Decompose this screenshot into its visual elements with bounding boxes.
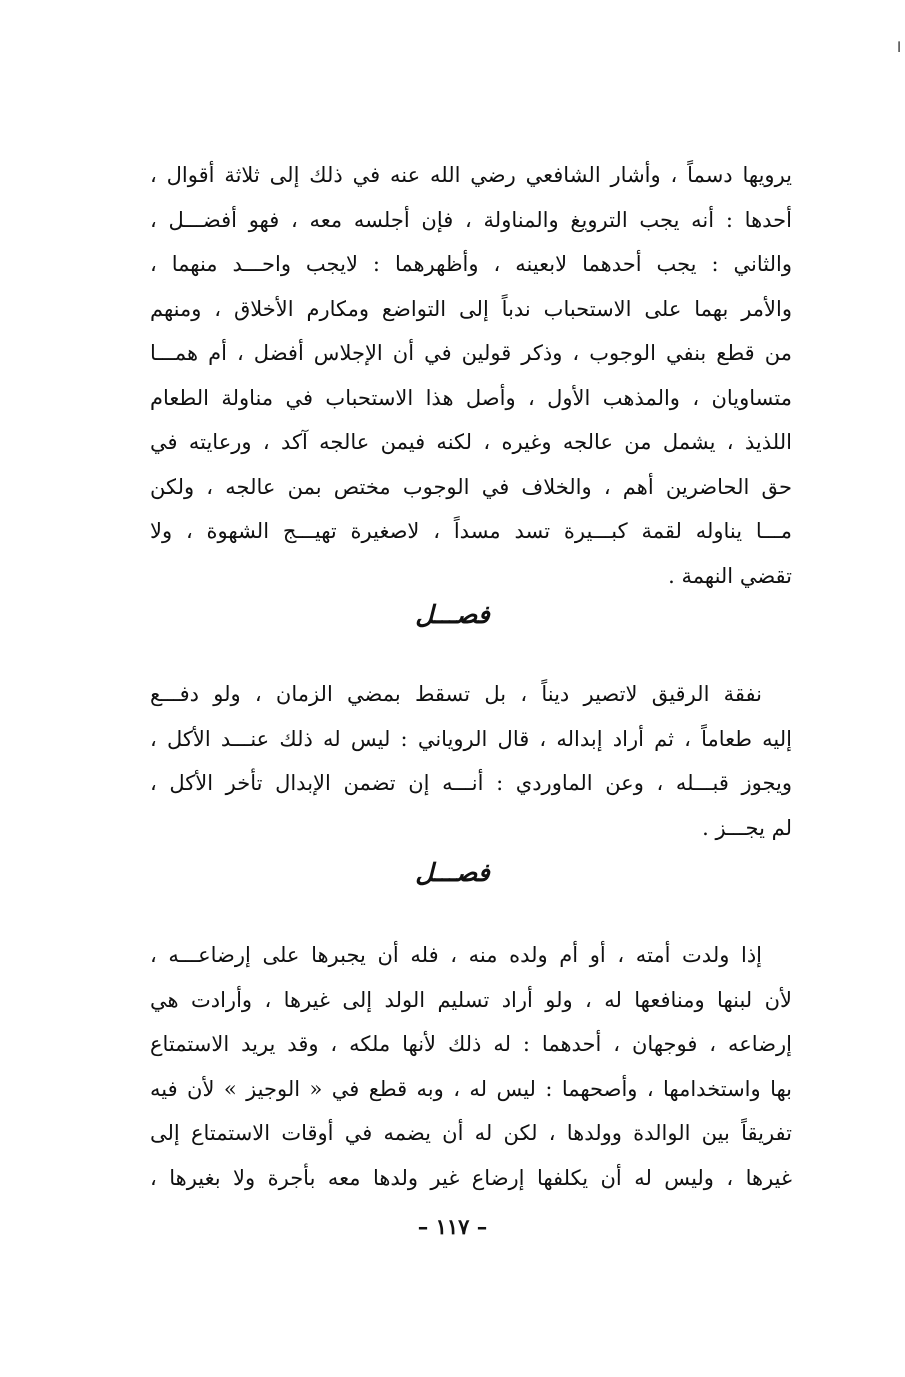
text-line: مـــا يناوله لقمة كبـــيرة تسد مسداً ، لاصغيرة تهيـــج الشهوة ، ولا (150, 519, 792, 543)
text-line: لم يجـــز . (702, 815, 792, 840)
text-line: أحدها : أنه يجب الترويغ والمناولة ، فإن أجلسه معه ، فهو أفضـــل ، (150, 207, 792, 232)
paragraph-3 (150, 933, 792, 1200)
text-line: إرضاعه ، فوجهان ، أحدهما : له ذلك لأنها ملكه ، وقد يريد الاستمتاع (150, 1032, 792, 1056)
text-line: ويجوز قبـــله ، وعن الماوردي : أنـــه إن تضمن الإبدال تأخر الأكل ، (150, 771, 792, 795)
paragraph-2 (150, 672, 792, 850)
text-line: والأمر بهما على الاستحباب ندباً إلى التواضع ومكارم الأخلاق ، ومنهم (150, 296, 792, 321)
text-line: نفقة الرقيق لاتصير ديناً ، بل تسقط بمضي الزمان ، ولو دفـــع (150, 682, 762, 706)
page-number: – ١١٧ – (417, 1214, 488, 1239)
margin-mark: ا (897, 40, 901, 56)
text-line: من قطع بنفي الوجوب ، وذكر قولين في أن الإجلاس أفضل ، أم همـــا (150, 341, 792, 365)
text-line: يرويها دسماً ، وأشار الشافعي رضي الله عنه في ذلك إلى ثلاثة أقوال ، (150, 163, 792, 187)
text-line: غيرها ، وليس له أن يكلفها إرضاع غير ولدها معه بأجرة ولا بغيرها ، (150, 1165, 792, 1190)
text-line: بها واستخدامها ، وأصحهما : ليس له ، وبه قطع في « الوجيز » لأن فيه (150, 1076, 792, 1101)
section-heading: فصـــل (415, 858, 490, 887)
paragraph-1 (150, 153, 792, 598)
text-line: لأن لبنها ومنافعها له ، ولو أراد تسليم الولد إلى غيرها ، وأرادت هي (150, 987, 792, 1012)
text-line: حق الحاضرين أهم ، والخلاف في الوجوب مختص بمن عالجه ، ولكن (150, 474, 792, 499)
section-heading: فصـــل (415, 600, 490, 629)
text-line: والثاني : يجب أحدهما لابعينه ، وأظهرهما : لايجب واحـــد منهما ، (150, 252, 792, 276)
text-line: اللذيذ ، يشمل من عالجه وغيره ، لكنه فيمن عالجه آكد ، ورعايته في (150, 430, 792, 454)
text-line: إذا ولدت أمته ، أو أم ولده منه ، فله أن يجبرها على إرضاعـــه ، (150, 943, 762, 967)
text-line: متساويان ، والمذهب الأول ، وأصل هذا الاستحباب في مناولة الطعام (150, 385, 792, 410)
text-line: إليه طعاماً ، ثم أراد إبداله ، قال الروياني : ليس له ذلك عنـــد الأكل ، (150, 726, 792, 751)
text-line: تفريقاً بين الوالدة وولدها ، لكن له أن يضمه في أوقات الاستمتاع إلى (150, 1121, 792, 1145)
text-line: تقضي النهمة . (668, 563, 792, 588)
